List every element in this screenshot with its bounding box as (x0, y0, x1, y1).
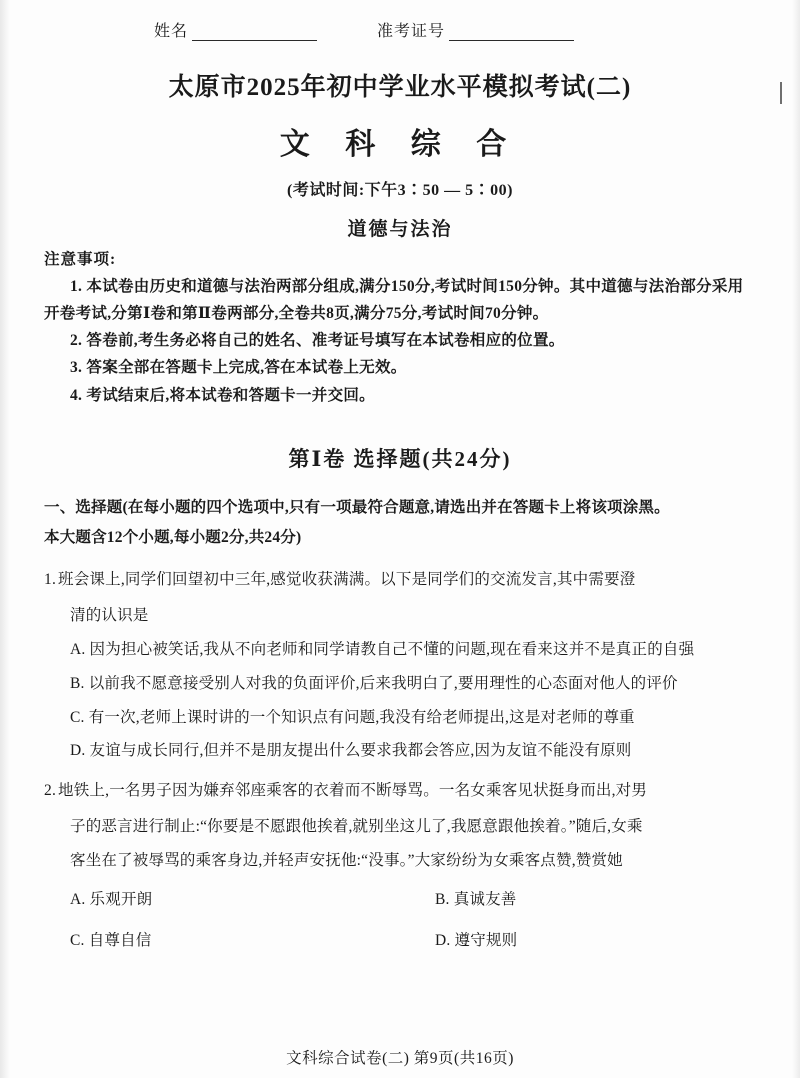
subject-title: 道德与法治 (347, 219, 453, 240)
notice-item: 4. 考试结束后,将本试卷和答题卡一并交回。 (70, 386, 375, 404)
question-1-stem-line1: 班会课上,同学们回望初中三年,感觉收获满满。以下是同学们的交流发言,其中需要澄 (58, 571, 636, 589)
page-footer: 文科综合试卷(二) 第9页(共16页) (286, 1050, 514, 1067)
question-2-options-row-1 (44, 885, 756, 915)
question-2-option-a[interactable]: A. 乐观开朗 (70, 891, 153, 909)
question-1-option-d[interactable]: D. 友谊与成长同行,但并不是朋友提出什么要求我都会答应,因为友谊不能没有原则 (70, 742, 632, 760)
question-2-option-b[interactable]: B. 真诚友善 (435, 891, 517, 909)
question-2-stem-line1: 地铁上,一名男子因为嫌弃邻座乘客的衣着而不断辱骂。一名女乘客见状挺身而出,对男 (58, 782, 648, 800)
notice-item: 2. 答卷前,考生务必将自己的姓名、准考证号填写在本试卷相应的位置。 (70, 332, 565, 350)
page-edge-tick-mark (780, 82, 782, 104)
question-2-stem (44, 776, 756, 806)
question-group-heading (44, 493, 756, 553)
question-2-option-d[interactable]: D. 遵守规则 (435, 932, 518, 950)
question-1-stem-line2: 清的认识是 (70, 607, 149, 625)
question-group-heading-line2: 本大题含12个小题,每小题2分,共24分) (44, 528, 302, 546)
name-field (154, 18, 317, 41)
name-blank (192, 25, 317, 41)
student-id-line (44, 18, 756, 41)
page-title: 太原市2025年初中学业水平模拟考试(二) (168, 74, 632, 101)
exam-id-field (377, 18, 574, 41)
question-1-option-c[interactable]: C. 有一次,老师上课时讲的一个知识点有问题,我没有给老师提出,这是对老师的尊重 (70, 708, 635, 726)
notice-heading: 注意事项: (44, 251, 117, 268)
notice-item: 3. 答案全部在答题卡上完成,答在本试卷上无效。 (70, 359, 407, 377)
question-2-option-c[interactable]: C. 自尊自信 (70, 932, 152, 950)
exam-id-label: 准考证号 (377, 23, 446, 40)
subject-group-title: 文 科 综 合 (279, 128, 521, 161)
question-2-stem-line3: 客坐在了被辱骂的乘客身边,并轻声安抚他:“没事。”大家纷纷为女乘客点赞,赞赏她 (70, 852, 623, 870)
section-heading: 第Ⅰ卷 选择题(共24分) (288, 446, 512, 471)
name-label: 姓名 (154, 23, 189, 40)
question-2-options-row-2 (44, 926, 756, 956)
question-2-stem-line2: 子的恶言进行制止:“你要是不愿跟他挨着,就别坐这儿了,我愿意跟他挨着。”随后,女乘 (70, 818, 643, 836)
question-1-option-a[interactable]: A. 因为担心被笑话,我从不向老师和同学请教自己不懂的问题,现在看来这并不是真正的自强 (70, 641, 695, 659)
question-2-number: 2. (44, 782, 57, 800)
question-1-stem (44, 565, 756, 595)
question-1 (44, 565, 756, 764)
question-2 (44, 776, 756, 956)
exam-time-note: (考试时间:下午3∶50 — 5∶00) (287, 182, 513, 199)
question-1-number: 1. (44, 571, 57, 589)
question-1-option-b[interactable]: B. 以前我不愿意接受别人对我的负面评价,后来我明白了,要用理性的心态面对他人的评价 (70, 674, 678, 692)
question-group-heading-line1: 一、选择题(在每小题的四个选项中,只有一项最符合题意,请选出并在答题卡上将该项涂黑。 (44, 498, 670, 516)
notice-item: 1. 本试卷由历史和道德与法治两部分组成,满分150分,考试时间150分钟。其中道德与法治部分采用开卷考试,分第Ⅰ卷和第Ⅱ卷两部分,全卷共8页,满分75分,考试时间70分钟。 (44, 278, 744, 323)
exam-id-blank (449, 25, 574, 41)
